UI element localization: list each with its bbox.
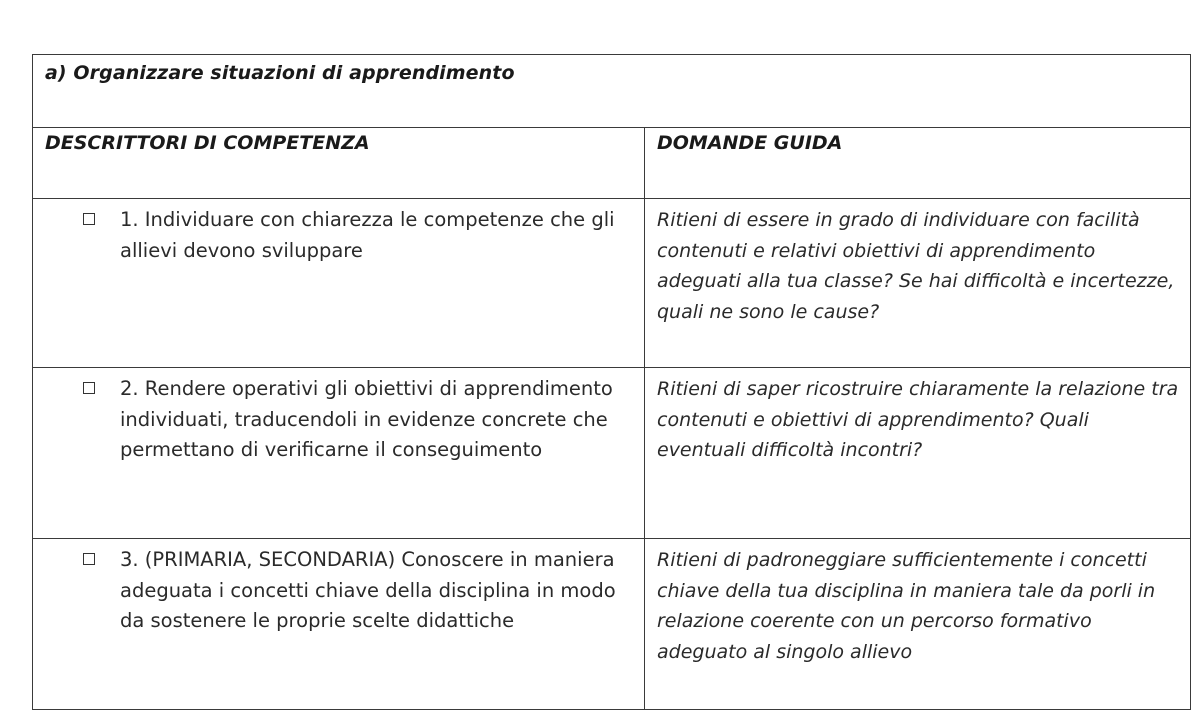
question-text-3: Ritieni di padroneggiare sufficientemente i concetti chiave della tua disciplina in maniera tale da porli in relazione coerente con un percorso formativo adeguato al singolo allievo (657, 549, 1156, 663)
descriptor-cell (33, 199, 645, 368)
descriptor-text-2: 2. Rendere operativi gli obiettivi di apprendimento individuati, traducendoli in evidenze concrete che permettano di verificarne il conseguimento (120, 377, 613, 461)
checkbox-2[interactable] (83, 382, 95, 394)
checkbox-1[interactable] (83, 213, 95, 225)
questions-header-cell (645, 128, 1191, 199)
question-text-2: Ritieni di saper ricostruire chiaramente la relazione tra contenuti e obiettivi di apprendimento? Quali eventuali difficoltà incontri? (657, 378, 1179, 461)
descriptor-text-3: 3. (PRIMARIA, SECONDARIA) Conoscere in maniera adeguata i concetti chiave della disciplina in modo da sostenere le proprie scelte didattiche (120, 548, 616, 632)
table-row (33, 199, 1191, 368)
table-row (33, 539, 1191, 710)
descriptor-cell (33, 368, 645, 539)
section-row (33, 55, 1191, 128)
descriptors-header: DESCRITTORI DI COMPETENZA (45, 132, 370, 154)
descriptor-cell (33, 539, 645, 710)
section-title-cell (33, 55, 1191, 128)
table-row (33, 368, 1191, 539)
questions-header: DOMANDE GUIDA (657, 132, 843, 154)
checkbox-3[interactable] (83, 553, 95, 565)
question-cell (645, 368, 1191, 539)
question-cell (645, 199, 1191, 368)
descriptors-header-cell (33, 128, 645, 199)
question-cell (645, 539, 1191, 710)
competency-table (32, 54, 1191, 710)
header-row (33, 128, 1191, 199)
question-text-1: Ritieni di essere in grado di individuare con facilità contenuti e relativi obiettivi di apprendimento adeguati alla tua classe? Se hai difficoltà e incertezze, quali ne sono le cause? (657, 209, 1175, 323)
section-title: a) Organizzare situazioni di apprendimento (45, 62, 515, 84)
descriptor-text-1: 1. Individuare con chiarezza le competenze che gli allievi devono sviluppare (120, 208, 615, 262)
